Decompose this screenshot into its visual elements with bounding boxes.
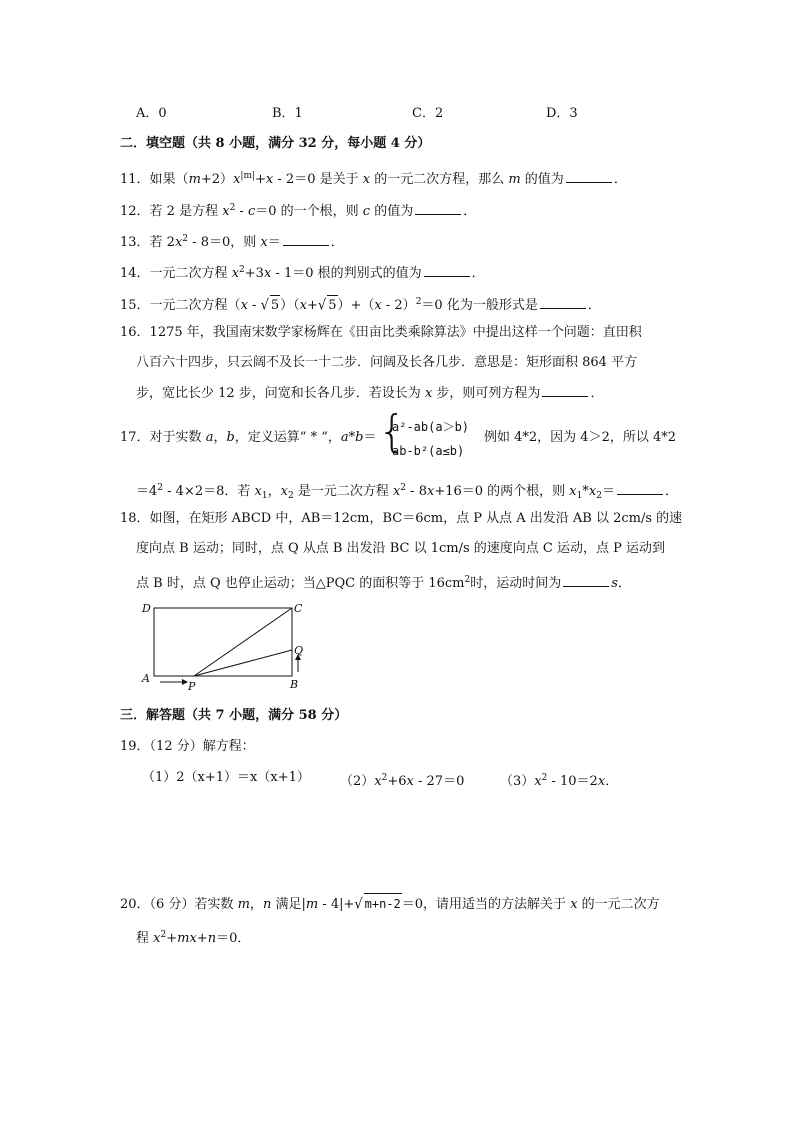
text: 对于实数 <box>149 430 206 445</box>
text: - 2） <box>381 298 416 313</box>
exponent: 2 <box>381 773 388 783</box>
text: 时，运动时间为 <box>470 576 562 591</box>
exponent: 2 <box>415 297 422 307</box>
question-14 <box>120 260 485 284</box>
text: ＝ <box>267 235 281 250</box>
question-number: 14． <box>120 266 150 281</box>
question-17 <box>120 428 376 448</box>
text: + <box>196 931 208 946</box>
question-18 <box>120 509 682 529</box>
question-number: 19． <box>120 739 150 754</box>
sqrt-icon: √ <box>317 297 327 314</box>
text: ． <box>664 484 678 499</box>
var: m <box>237 897 250 912</box>
question-19-part-3 <box>500 768 618 792</box>
question-19 <box>120 737 255 757</box>
option-a: A．0 <box>136 106 167 121</box>
exponent: 2 <box>464 575 471 585</box>
var: x <box>597 774 606 789</box>
var: b <box>355 430 364 445</box>
text: 如图，在矩形 ABCD 中，AB＝12cm，BC＝6cm，点 P 从点 A 出发沿 AB 以 2cm/s 的速 <box>149 511 683 526</box>
option-d: D．3 <box>546 106 578 121</box>
exponent: 2 <box>157 483 164 493</box>
radicand: m+n-2 <box>364 893 402 914</box>
var: x <box>153 931 161 946</box>
case-1: a²-ab(a＞b) <box>392 420 470 434</box>
question-17-line-2 <box>136 478 678 506</box>
radicand: 5 <box>270 295 280 316</box>
var: x <box>240 298 248 313</box>
text: - 4×2＝8．若 <box>163 484 255 499</box>
text: 一元二次方程（ <box>149 298 241 313</box>
text: - 8＝0，则 <box>188 235 261 250</box>
var: x <box>222 204 230 219</box>
var: x <box>406 774 414 789</box>
var: x <box>426 484 435 499</box>
exponent: 2 <box>400 483 407 493</box>
label-d: D <box>142 602 151 615</box>
var: x <box>231 266 240 281</box>
text: 步，则可列方程为 <box>432 386 541 401</box>
text: 一元二次方程 <box>149 266 232 281</box>
answer-blank[interactable] <box>283 233 329 246</box>
question-13 <box>120 229 344 253</box>
label-p: P <box>188 680 196 693</box>
text: +2） <box>200 172 234 187</box>
sqrt-icon: √ <box>354 896 363 913</box>
var: n <box>207 931 217 946</box>
text: ，定义运算“ * “， <box>234 430 341 445</box>
var: x <box>570 897 578 912</box>
text: - <box>247 298 261 313</box>
question-17-example: 例如 4*2，因为 4＞2，所以 4*2 <box>484 430 677 445</box>
unit: s <box>611 576 618 591</box>
question-number: 12． <box>120 204 150 219</box>
case-2: ab-b²(a≤b) <box>392 444 465 458</box>
text: 的值为 <box>370 204 414 219</box>
text: ＝0，请用适当的方法解关于 <box>401 897 571 912</box>
var: n <box>262 897 272 912</box>
radicand: 5 <box>327 295 337 316</box>
var: x <box>265 172 274 187</box>
text: ＝4 <box>136 484 158 499</box>
answer-blank[interactable] <box>424 264 470 277</box>
text: * <box>582 484 589 499</box>
text: ， <box>213 430 227 445</box>
piecewise-definition <box>378 406 498 468</box>
section-2-heading: 二．填空题（共 8 小题，满分 32 分，每小题 4 分） <box>120 136 431 151</box>
text: 1275 年，我国南宋数学家杨辉在《田亩比类乘除算法》中提出这样一个问题：直田积 <box>149 325 642 340</box>
text: * <box>348 430 356 445</box>
exponent: 2 <box>160 930 167 940</box>
text: ＝0． <box>216 931 251 946</box>
var: m <box>508 172 521 187</box>
question-18-line-3 <box>136 570 631 594</box>
answer-blank[interactable] <box>415 202 461 215</box>
sqrt-icon: √ <box>260 297 269 314</box>
text: - 2＝0 是关于 <box>273 172 363 187</box>
text: 若 2 是方程 <box>149 204 223 219</box>
question-number: 13． <box>120 235 150 250</box>
text: ＝ <box>601 484 615 499</box>
text: ， <box>267 484 281 499</box>
subscript: 1 <box>576 491 583 501</box>
answer-blank[interactable] <box>563 574 609 587</box>
var: x <box>174 235 183 250</box>
text: - 4|+ <box>318 897 355 912</box>
var: x <box>263 266 272 281</box>
var: x <box>569 484 577 499</box>
question-19-part-2 <box>340 768 464 792</box>
text: 点 B 时，点 Q 也停止运动；当△PQC 的面积等于 16cm <box>136 576 465 591</box>
var: mx <box>177 931 197 946</box>
question-16 <box>120 323 642 343</box>
text: +6 <box>387 774 407 789</box>
var: x <box>374 774 382 789</box>
question-20-line-2 <box>136 925 250 949</box>
question-15 <box>120 292 601 316</box>
text: 满足| <box>271 897 306 912</box>
text: ＝0 的一个根，则 <box>255 204 363 219</box>
text: 的一元二次方程，那么 <box>370 172 509 187</box>
text: ． <box>463 204 477 219</box>
option-c: C．2 <box>412 106 444 121</box>
text: - 10＝2 <box>547 774 598 789</box>
text: ． <box>590 386 604 401</box>
text: 如果（ <box>149 172 189 187</box>
option-b: B．1 <box>272 106 303 121</box>
question-19-part-1: （1）2（x+1）＝x（x+1） <box>142 770 310 785</box>
var: c <box>247 204 256 219</box>
text: - 27＝0 <box>413 774 465 789</box>
var: x <box>299 298 308 313</box>
segment-pc <box>194 608 292 676</box>
question-16-line-2: 八百六十四步，只云阔不及长一十二步．问阔及长各几步．意思是：矩形面积 864 平方 <box>136 355 638 370</box>
text: 步，宽比长少 12 步，问宽和长各几步．若设长为 <box>136 386 425 401</box>
text: + <box>255 172 266 187</box>
text: （2） <box>340 774 375 789</box>
left-brace-icon: { <box>378 406 406 457</box>
text: （12 分）解方程： <box>149 739 255 754</box>
text: + <box>307 298 318 313</box>
var: x <box>233 172 241 187</box>
label-q: Q <box>294 644 304 657</box>
var: x <box>362 172 371 187</box>
label-c: C <box>294 602 303 615</box>
segment-pq <box>194 650 292 676</box>
answer-blank[interactable] <box>542 384 588 397</box>
subscript: 2 <box>596 491 602 501</box>
label-a: A <box>142 672 150 685</box>
exponent: 2 <box>239 265 245 275</box>
answer-blank[interactable] <box>566 170 612 183</box>
subscript: 1 <box>261 491 268 501</box>
question-number: 15． <box>120 298 150 313</box>
text: +16＝0 的两个根，则 <box>434 484 570 499</box>
answer-blank[interactable] <box>540 296 586 309</box>
question-number: 17． <box>120 430 150 445</box>
text: 的一元二次方 <box>577 897 660 912</box>
text: （3） <box>500 774 535 789</box>
text: ）（ <box>280 298 300 313</box>
text: ． <box>617 576 631 591</box>
var: x <box>424 386 433 401</box>
var: m <box>188 172 201 187</box>
var: x <box>254 484 262 499</box>
exponent: 2 <box>182 234 189 244</box>
text: 是一元二次方程 <box>293 484 393 499</box>
text: ． <box>587 298 601 313</box>
subscript: 2 <box>287 491 294 501</box>
text: ． <box>613 172 627 187</box>
var: x <box>534 774 542 789</box>
rectangle-abcd <box>154 608 292 676</box>
var: x <box>392 484 401 499</box>
var: a <box>340 430 349 445</box>
exponent: 2 <box>229 203 236 213</box>
question-18-line-2: 度向点 B 运动；同时，点 Q 从点 B 出发沿 BC 以 1cm/s 的速度向点 C 运动，点 P 运动到 <box>136 541 665 556</box>
var: m <box>305 897 319 912</box>
text: ＝0 化为一般形式是 <box>421 298 538 313</box>
text: 的值为 <box>520 172 564 187</box>
question-number: 20． <box>120 897 150 912</box>
question-number: 16． <box>120 325 150 340</box>
var: x <box>588 484 597 499</box>
var: a <box>205 430 214 445</box>
text: ＝ <box>363 430 377 445</box>
text: 程 <box>136 931 154 946</box>
exponent: |m| <box>240 171 256 181</box>
var: x <box>374 298 382 313</box>
question-20 <box>120 893 660 915</box>
var: x <box>260 235 268 250</box>
question-11 <box>120 166 627 190</box>
exponent: 2 <box>541 773 548 783</box>
section-3-heading: 三．解答题（共 7 小题，满分 58 分） <box>120 708 348 723</box>
var: c <box>362 204 371 219</box>
question-12 <box>120 198 476 222</box>
text: + <box>166 931 178 946</box>
text: - 8 <box>406 484 427 499</box>
text: ）+（ <box>337 298 375 313</box>
text: - <box>235 204 248 219</box>
rectangle-figure <box>136 598 316 696</box>
label-b: B <box>290 678 299 691</box>
var: x <box>280 484 288 499</box>
question-number: 11． <box>120 172 150 187</box>
question-16-line-3 <box>136 384 603 404</box>
answer-blank[interactable] <box>617 482 663 495</box>
text: - 1＝0 根的判别式的值为 <box>271 266 422 281</box>
text: +3 <box>244 266 264 281</box>
text: ． <box>330 235 344 250</box>
text: ． <box>605 774 619 789</box>
text: 若 2 <box>149 235 175 250</box>
text: （6 分）若实数 <box>149 897 238 912</box>
text: ， <box>249 897 263 912</box>
var: b <box>226 430 235 445</box>
question-number: 18． <box>120 511 150 526</box>
text: ． <box>471 266 485 281</box>
